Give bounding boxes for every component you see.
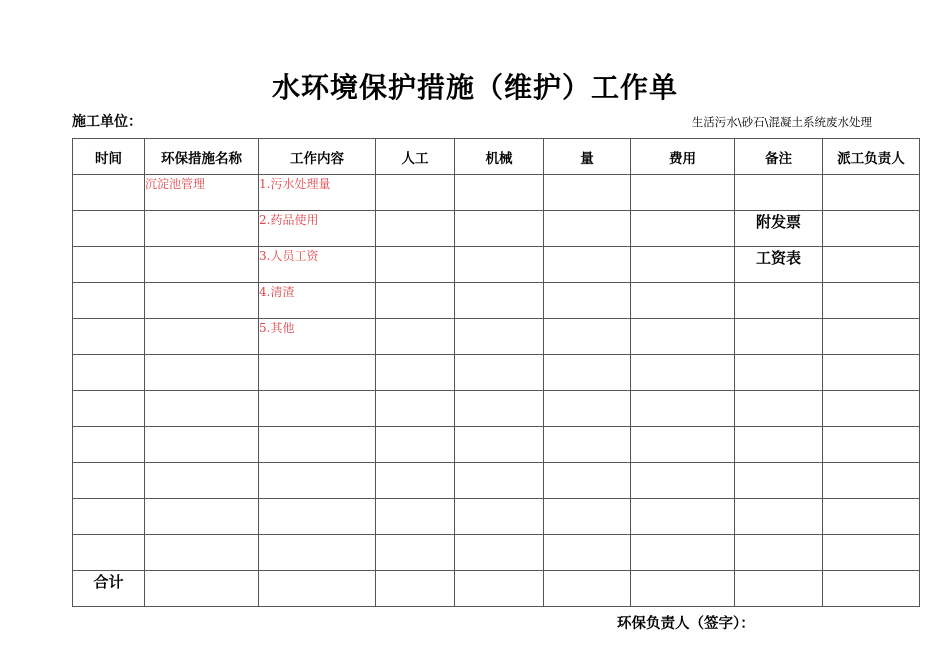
cost-total-cell[interactable]	[631, 571, 735, 607]
time-cell[interactable]	[73, 499, 145, 535]
time-cell[interactable]	[73, 247, 145, 283]
dispatcher-cell[interactable]	[823, 499, 920, 535]
table-row	[73, 283, 920, 319]
machinery-cell[interactable]	[455, 175, 544, 211]
quantity-cell[interactable]	[544, 247, 631, 283]
quantity-cell[interactable]	[544, 463, 631, 499]
remarks-cell[interactable]	[735, 175, 823, 211]
measure-name-cell[interactable]	[145, 283, 259, 319]
header-quantity: 量	[544, 139, 631, 175]
labor-cell[interactable]	[376, 463, 455, 499]
quantity-cell[interactable]	[544, 499, 631, 535]
machinery-cell[interactable]	[455, 535, 544, 571]
table-row	[73, 391, 920, 427]
labor-cell[interactable]	[376, 247, 455, 283]
cost-cell[interactable]	[631, 391, 735, 427]
dispatcher-cell[interactable]	[823, 247, 920, 283]
labor-cell[interactable]	[376, 319, 455, 355]
cost-cell[interactable]	[631, 319, 735, 355]
quantity-cell[interactable]	[544, 283, 631, 319]
work-item-cell[interactable]: 5.其他	[259, 319, 376, 355]
machinery-cell[interactable]	[455, 463, 544, 499]
table-row	[73, 355, 920, 391]
quantity-cell[interactable]	[544, 535, 631, 571]
work-item-cell[interactable]	[259, 499, 376, 535]
cost-cell[interactable]	[631, 175, 735, 211]
remarks-cell[interactable]	[735, 463, 823, 499]
time-cell[interactable]	[73, 355, 145, 391]
dispatcher-cell[interactable]	[823, 463, 920, 499]
measure-name-cell[interactable]	[145, 319, 259, 355]
remarks-payroll[interactable]: 工资表	[735, 247, 823, 283]
quantity-cell[interactable]	[544, 211, 631, 247]
measure-name-cell[interactable]: 沉淀池管理	[145, 175, 259, 211]
header-remarks: 备注	[735, 139, 823, 175]
header-row	[73, 139, 920, 175]
time-cell[interactable]	[73, 535, 145, 571]
header-work-content: 工作内容	[259, 139, 376, 175]
machinery-cell[interactable]	[455, 355, 544, 391]
dispatcher-cell[interactable]	[823, 535, 920, 571]
quantity-cell[interactable]	[544, 391, 631, 427]
time-cell[interactable]	[73, 283, 145, 319]
remarks-cell[interactable]	[735, 499, 823, 535]
labor-cell[interactable]	[376, 499, 455, 535]
time-cell[interactable]	[73, 463, 145, 499]
dispatcher-cell[interactable]	[823, 175, 920, 211]
cost-cell[interactable]	[631, 211, 735, 247]
table-row	[73, 463, 920, 499]
page-title: 水环境保护措施（维护）工作单	[271, 71, 678, 104]
measure-name-cell[interactable]	[145, 571, 259, 607]
machinery-total-cell[interactable]	[455, 571, 544, 607]
total-row	[73, 571, 920, 607]
table-row	[73, 499, 920, 535]
time-cell[interactable]	[73, 427, 145, 463]
labor-cell[interactable]	[376, 283, 455, 319]
machinery-cell[interactable]	[455, 283, 544, 319]
labor-cell[interactable]	[376, 211, 455, 247]
cost-cell[interactable]	[631, 535, 735, 571]
work-item-cell[interactable]: 1.污水处理量	[259, 175, 376, 211]
measure-name-cell[interactable]	[145, 391, 259, 427]
labor-cell[interactable]	[376, 427, 455, 463]
table-row	[73, 319, 920, 355]
measure-name-cell[interactable]	[145, 355, 259, 391]
machinery-cell[interactable]	[455, 499, 544, 535]
work-item-cell[interactable]	[259, 463, 376, 499]
table-row	[73, 535, 920, 571]
measure-name-cell[interactable]	[145, 463, 259, 499]
dispatcher-cell[interactable]	[823, 319, 920, 355]
time-cell[interactable]	[73, 175, 145, 211]
time-cell[interactable]	[73, 319, 145, 355]
remarks-cell[interactable]	[735, 283, 823, 319]
dispatcher-cell[interactable]	[823, 427, 920, 463]
work-item-cell[interactable]	[259, 571, 376, 607]
measure-name-cell[interactable]	[145, 247, 259, 283]
labor-total-cell[interactable]	[376, 571, 455, 607]
work-item-cell[interactable]	[259, 535, 376, 571]
quantity-cell[interactable]	[544, 175, 631, 211]
remarks-cell[interactable]	[735, 355, 823, 391]
machinery-cell[interactable]	[455, 391, 544, 427]
quantity-cell[interactable]	[544, 427, 631, 463]
work-order-table	[72, 138, 920, 607]
header-cost: 费用	[631, 139, 735, 175]
table-row	[73, 427, 920, 463]
machinery-cell[interactable]	[455, 427, 544, 463]
header-dispatcher: 派工负责人	[823, 139, 920, 175]
remarks-invoice[interactable]: 附发票	[735, 211, 823, 247]
work-item-cell[interactable]	[259, 391, 376, 427]
remarks-cell[interactable]	[735, 427, 823, 463]
header-machinery: 机械	[455, 139, 544, 175]
env-manager-signature-label: 环保负责人（签字）：	[617, 616, 755, 632]
labor-cell[interactable]	[376, 355, 455, 391]
dispatcher-cell[interactable]	[823, 211, 920, 247]
machinery-cell[interactable]	[455, 319, 544, 355]
work-item-cell[interactable]	[259, 355, 376, 391]
cost-cell[interactable]	[631, 499, 735, 535]
work-item-cell[interactable]: 3.人员工资	[259, 247, 376, 283]
remarks-cell[interactable]	[735, 571, 823, 607]
labor-cell[interactable]	[376, 391, 455, 427]
total-label: 合计	[73, 571, 145, 607]
table-row	[73, 211, 920, 247]
quantity-cell[interactable]	[544, 319, 631, 355]
remarks-cell[interactable]	[735, 391, 823, 427]
table-row	[73, 247, 920, 283]
header-labor: 人工	[376, 139, 455, 175]
work-item-cell[interactable]	[259, 427, 376, 463]
cost-cell[interactable]	[631, 355, 735, 391]
cost-cell[interactable]	[631, 247, 735, 283]
dispatcher-cell[interactable]	[823, 355, 920, 391]
table-row	[73, 175, 920, 211]
remarks-cell[interactable]	[735, 319, 823, 355]
cost-cell[interactable]	[631, 283, 735, 319]
remarks-cell[interactable]	[735, 535, 823, 571]
cost-cell[interactable]	[631, 463, 735, 499]
quantity-cell[interactable]	[544, 355, 631, 391]
cost-cell[interactable]	[631, 427, 735, 463]
labor-cell[interactable]	[376, 535, 455, 571]
work-item-cell[interactable]: 2.药品使用	[259, 211, 376, 247]
measure-name-cell[interactable]	[145, 211, 259, 247]
measure-name-cell[interactable]	[145, 499, 259, 535]
labor-cell[interactable]	[376, 175, 455, 211]
machinery-cell[interactable]	[455, 211, 544, 247]
dispatcher-cell[interactable]	[823, 391, 920, 427]
dispatcher-cell[interactable]	[823, 283, 920, 319]
time-cell[interactable]	[73, 211, 145, 247]
system-subtitle: 生活污水\砂石\混凝土系统废水处理	[691, 115, 872, 129]
machinery-cell[interactable]	[455, 247, 544, 283]
time-cell[interactable]	[73, 391, 145, 427]
measure-name-cell[interactable]	[145, 427, 259, 463]
work-item-cell[interactable]: 4.清渣	[259, 283, 376, 319]
measure-name-cell[interactable]	[145, 535, 259, 571]
dispatcher-cell[interactable]	[823, 571, 920, 607]
header-measure-name: 环保措施名称	[145, 139, 259, 175]
quantity-total-cell[interactable]	[544, 571, 631, 607]
header-time: 时间	[73, 139, 145, 175]
construction-unit-label: 施工单位：	[72, 114, 142, 130]
